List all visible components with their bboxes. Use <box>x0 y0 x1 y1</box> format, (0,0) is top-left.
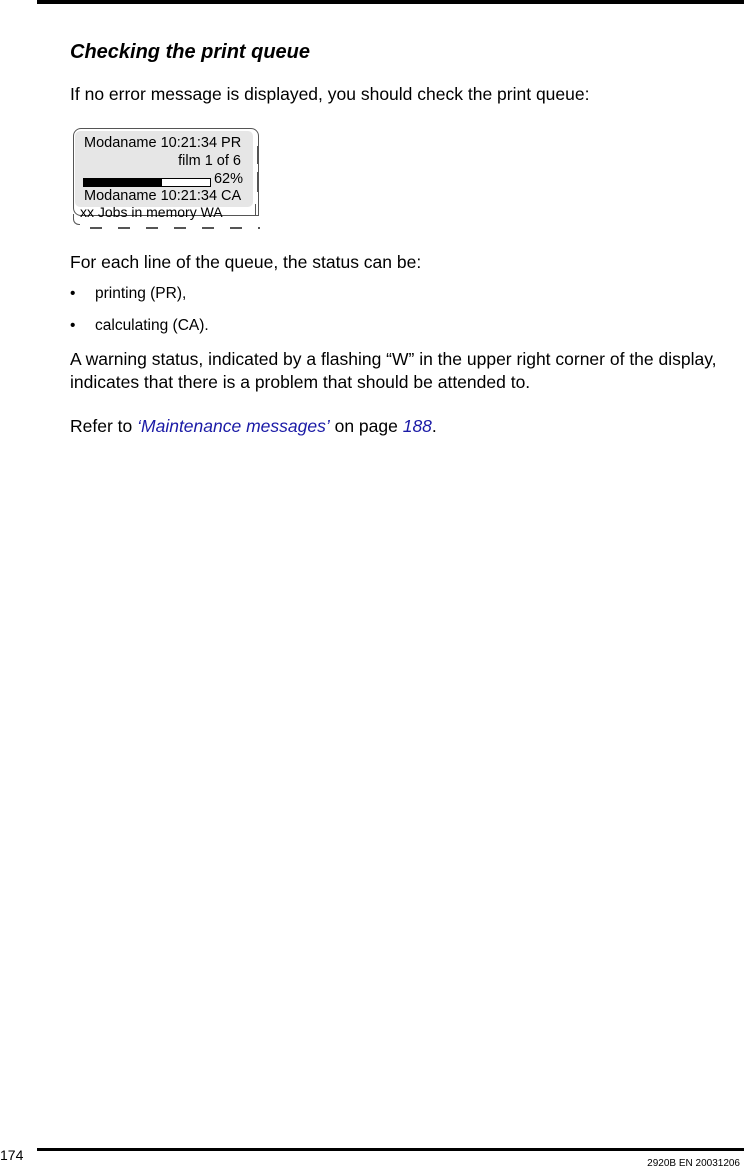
lcd-progress-label: 62% <box>213 171 243 187</box>
lcd-progress-fill <box>84 179 162 186</box>
list-item-text: calculating (CA). <box>95 317 209 334</box>
page-188-link[interactable]: 188 <box>402 416 432 436</box>
lcd-screen <box>75 131 253 207</box>
lcd-side-key <box>257 146 258 164</box>
lcd-display-figure <box>70 128 262 233</box>
document-reference: 2920B EN 20031206 <box>647 1158 740 1169</box>
status-intro-text: For each line of the queue, the status can be: <box>70 252 422 272</box>
lcd-frame-corner <box>73 214 80 225</box>
bullet-icon: • <box>70 285 76 302</box>
warning-text: A warning status, indicated by a flashing “W” in the upper right corner of the display, indicates that there is a problem that should be attended to. <box>70 349 717 392</box>
maintenance-messages-link[interactable]: ‘Maintenance messages’ <box>137 416 330 436</box>
lcd-progress-bar <box>83 178 211 187</box>
lcd-film-count: film 1 of 6 <box>178 153 241 169</box>
lcd-jobs-in-memory: xx Jobs in memory WA <box>80 204 223 220</box>
section-heading: Checking the print queue <box>70 41 311 63</box>
lcd-frame-edge <box>255 204 256 216</box>
intro-text: If no error message is displayed, you should check the print queue: <box>70 84 590 104</box>
reference-suffix: . <box>431 416 437 436</box>
page-number: 174 <box>0 1147 24 1163</box>
lcd-queue-line-1: Modaname 10:21:34 PR <box>84 135 242 151</box>
lcd-side-key <box>257 172 258 192</box>
lcd-queue-line-2: Modaname 10:21:34 CA <box>84 188 242 204</box>
bullet-icon: • <box>70 317 76 334</box>
reference-middle: on page <box>329 416 403 436</box>
reference-text <box>70 415 437 438</box>
list-item-text: printing (PR), <box>95 285 187 302</box>
bottom-rule <box>37 1148 744 1151</box>
reference-prefix: Refer to <box>70 416 138 436</box>
top-rule <box>37 0 744 4</box>
lcd-soft-keys <box>90 227 260 229</box>
